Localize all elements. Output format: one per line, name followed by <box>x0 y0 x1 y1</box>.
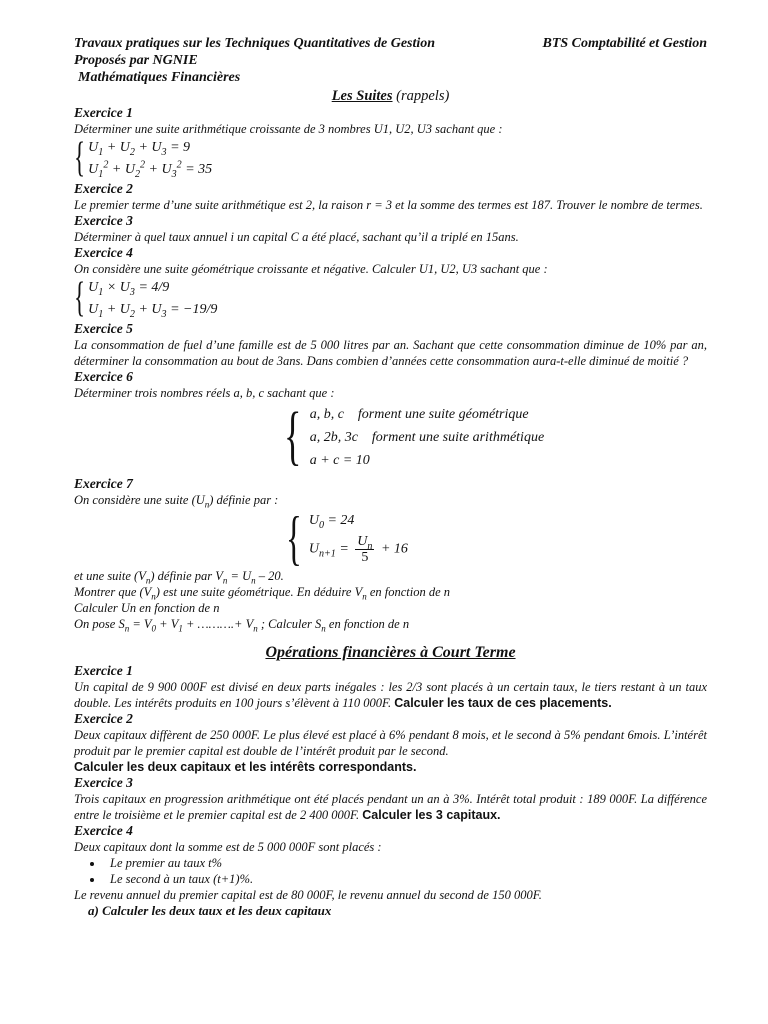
exercise-line: On pose $S_n = V_0 + V_1$ + ……….+ $V_n$ ; Calculer $S_n$ en fonction de n <box>74 617 410 634</box>
equation-system <box>284 399 707 472</box>
exercise-text: Déterminer une suite arithmétique croissante de 3 nombres U1, U2, U3 sachant que : <box>74 122 503 136</box>
brace-symbol: { <box>286 505 302 571</box>
brace-symbol: { <box>74 275 86 321</box>
exercise-title: Exercice 7 <box>74 476 133 491</box>
equation: $U_1 + U_2 + U_3 = 9$ <box>88 140 191 158</box>
exercise-question: Calculer les deux capitaux et les intérêts correspondants. <box>74 760 417 774</box>
exercise-text: Deux capitaux dont la somme est de 5 000 000F sont placés : <box>74 840 382 854</box>
exercise-title: Exercice 2 <box>74 711 133 726</box>
list-item: • Le second à un taux (t+1)%. <box>104 871 707 887</box>
header-subject: Mathématiques Financières <box>78 70 241 85</box>
exercise-title: Exercice 4 <box>74 823 133 838</box>
exercise-title: Exercice 1 <box>74 105 133 120</box>
header-course-title: Travaux pratiques sur les Techniques Quantitatives de Gestion <box>74 36 436 51</box>
document-page <box>74 35 707 919</box>
equation-system <box>74 277 707 321</box>
exercise-line: Calculer Un en fonction de n <box>74 601 220 615</box>
section-title-short-term: Opérations financières à Court Terme <box>265 644 516 661</box>
equation-system <box>74 137 707 181</box>
equation: a, b, c forment une suite géométrique <box>309 407 529 422</box>
exercise-title: Exercice 3 <box>74 775 133 790</box>
exercise-text: Déterminer trois nombres réels a, b, c sachant que : <box>74 386 335 400</box>
exercise-line: et une suite $(V_n)$ définie par $V_n = U_n - 20$. <box>74 569 284 586</box>
fraction: $\frac{U_n}{5}$ <box>357 534 373 565</box>
exercise-title: Exercice 2 <box>74 181 133 196</box>
header-line-1 <box>74 35 707 52</box>
exercise-title: Exercice 5 <box>74 321 133 336</box>
equation: $U_{n+1}$ = $\frac{U_n}{5}$ + 16 <box>308 534 408 565</box>
exercise-text: Le revenu annuel du premier capital est de 80 000F, le revenu annuel du second de 150 000F. <box>74 888 542 902</box>
equation: a + c = 10 <box>309 453 370 468</box>
exercise-text: La consommation de fuel d’une famille est de 5 000 litres par an. Sachant que cette consommation diminue de 10% par an, déterminer la consommation au bout de 3ans. Dans combien d’années cette consommation aura-t-elle diminué de moitié ? <box>74 338 707 368</box>
header-program: BTS Comptabilité et Gestion <box>542 36 707 51</box>
equation: $U_1 + U_2 + U_3 = -19/9$ <box>88 302 218 320</box>
sub-question: a) Calculer les deux taux et les deux capitaux <box>88 903 332 918</box>
exercise-title: Exercice 4 <box>74 245 133 260</box>
exercise-text: Trois capitaux en progression arithmétique ont été placés pendant un an à 3%. Intérêt total produit : 189 000F. La différence entre le troisième et le premier capital est de 2 400 000F. Calculer les 3 capitaux. <box>74 792 707 822</box>
bullet-list <box>74 855 707 887</box>
equation: a, 2b, 3c forment une suite arithmétique <box>309 430 545 445</box>
equation: $U_1^2 + U_2^2 + U_3^2 = 35$ <box>88 159 213 180</box>
exercise-text: On considère une suite $(U_n)$ définie par : <box>74 493 279 510</box>
exercise-text: Déterminer à quel taux annuel i un capital C a été placé, sachant qu’il a triplé en 15ans. <box>74 230 519 244</box>
brace-symbol: { <box>284 399 302 472</box>
exercise-text: Deux capitaux diffèrent de 250 000F. Le plus élevé est placé à 6% pendant 8 mois, et le second à 5% pendant 6mois. L’intérêt produit par le premier capital est double de l’intérêt produit par le second. <box>74 728 707 758</box>
exercise-text: Un capital de 9 900 000F est divisé en deux parts inégales : les 2/3 sont placés à un certain taux, le tiers restant à un taux double. Les intérêts produits en 100 jours s’élèvent à 110 000F. Calculer les taux de ces placements. <box>74 680 707 710</box>
exercise-title: Exercice 3 <box>74 213 133 228</box>
exercise-title: Exercice 1 <box>74 663 133 678</box>
equation: $U_1 \times U_3 = 4/9$ <box>88 280 170 298</box>
exercise-line: Montrer que $(V_n)$ est une suite géométrique. En déduire $V_n$ en fonction de n <box>74 585 451 602</box>
equation: $U_0 = 24$ <box>308 513 355 531</box>
exercise-text: Le premier terme d’une suite arithmétique est 2, la raison r = 3 et la somme des termes est 187. Trouver le nombre de termes. <box>74 198 703 212</box>
exercise-title: Exercice 6 <box>74 369 133 384</box>
exercise-text: On considère une suite géométrique croissante et négative. Calculer U1, U2, U3 sachant que : <box>74 262 548 276</box>
brace-symbol: { <box>74 135 86 181</box>
section-title-suites: Les Suites (rappels) <box>331 88 450 104</box>
header-author: Proposés par NGNIE <box>74 53 198 68</box>
equation-system <box>286 505 707 571</box>
list-item: • Le premier au taux t% <box>104 855 707 871</box>
